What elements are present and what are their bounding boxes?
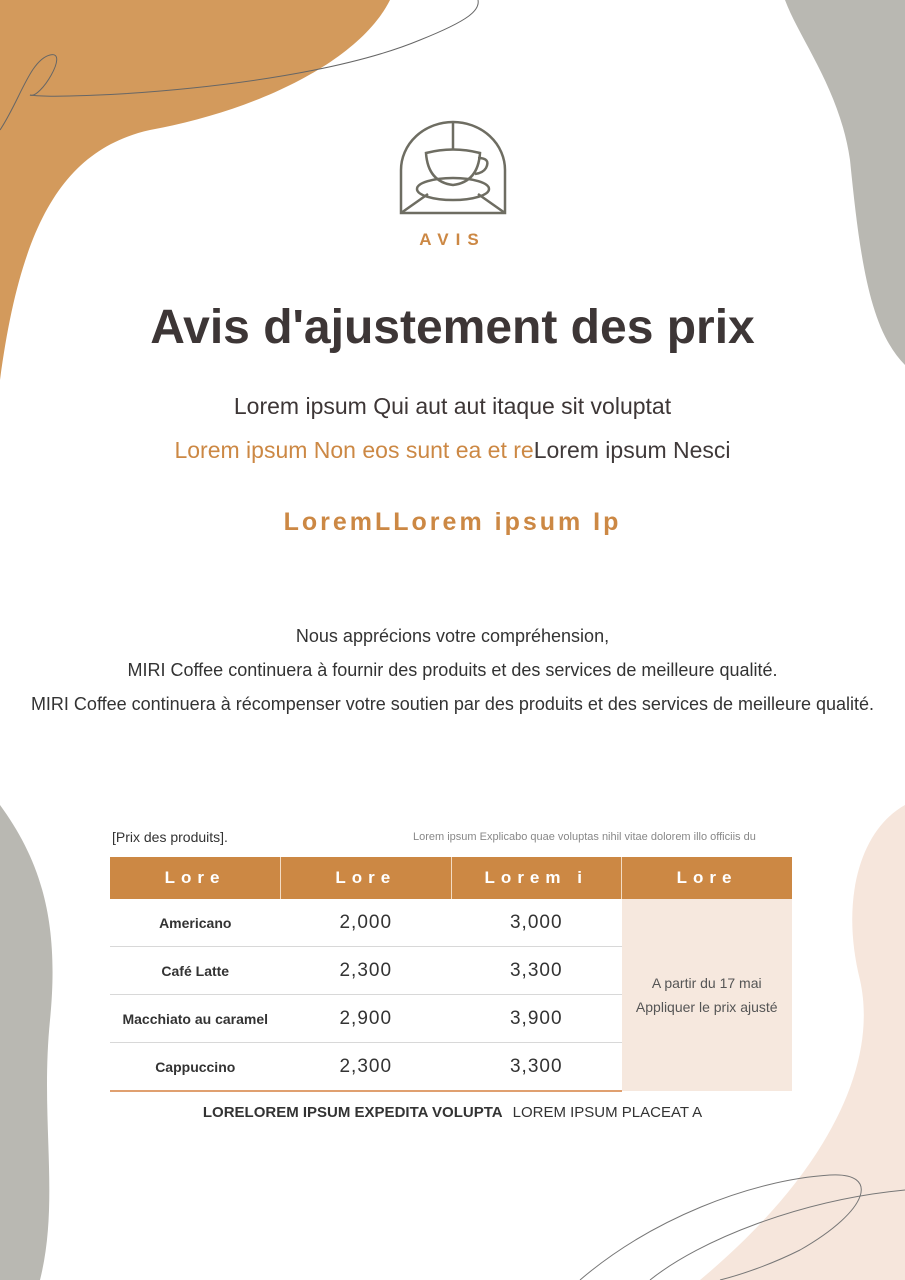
accent-heading: LoremLLorem ipsum Ip [283,508,622,536]
footer-bold: LORELOREM IPSUM EXPEDITA VOLUPTA [202,1104,503,1121]
old-price: 2,300 [281,947,452,995]
old-price: 2,300 [281,1043,452,1092]
footer [0,1104,905,1121]
old-price: 2,900 [281,995,452,1043]
page-title: Avis d'ajustement des prix [150,301,755,354]
column-header: Lore [110,857,281,899]
body-line: MIRI Coffee continuera à récompenser votre soutien par des produits et des services de meilleure qualité. [30,694,875,714]
subtitle-line1: Lorem ipsum Qui aut aut itaque sit voluptat [233,393,672,419]
column-header: Lore [622,857,793,899]
apply-note: Appliquer le prix ajusté [635,999,778,1015]
effective-date: A partir du 17 mai [651,975,762,991]
effective-date-cell [622,899,793,1091]
subtitle-rest: Lorem ipsum Nesci [533,437,731,463]
product-name: Cappuccino [110,1043,281,1092]
product-name: Café Latte [110,947,281,995]
table-row [110,899,792,947]
price-table [110,857,792,1092]
new-price: 3,000 [451,899,622,947]
table-caption: [Prix des produits]. [112,829,228,845]
new-price: 3,900 [451,995,622,1043]
logo-label: AVIS [419,230,486,249]
body-line: Nous apprécions votre compréhension, [295,626,610,646]
product-name: Macchiato au caramel [110,995,281,1043]
footer-regular: LOREM IPSUM PLACEAT A [512,1104,703,1121]
new-price: 3,300 [451,947,622,995]
product-name: Americano [110,899,281,947]
coffee-cup-arch-icon [398,120,508,216]
table-note: Lorem ipsum Explicabo quae voluptas nihil vitae dolorem illo officiis du [413,831,756,843]
body-line: MIRI Coffee continuera à fournir des produits et des services de meilleure qualité. [127,660,778,680]
new-price: 3,300 [451,1043,622,1092]
subtitle-line2 [0,437,905,464]
column-header: Lorem i [451,857,622,899]
gray-shape-left [0,805,53,1280]
column-header: Lore [281,857,452,899]
old-price: 2,000 [281,899,452,947]
subtitle-accent: Lorem ipsum Non eos sunt ea et re [174,437,534,463]
